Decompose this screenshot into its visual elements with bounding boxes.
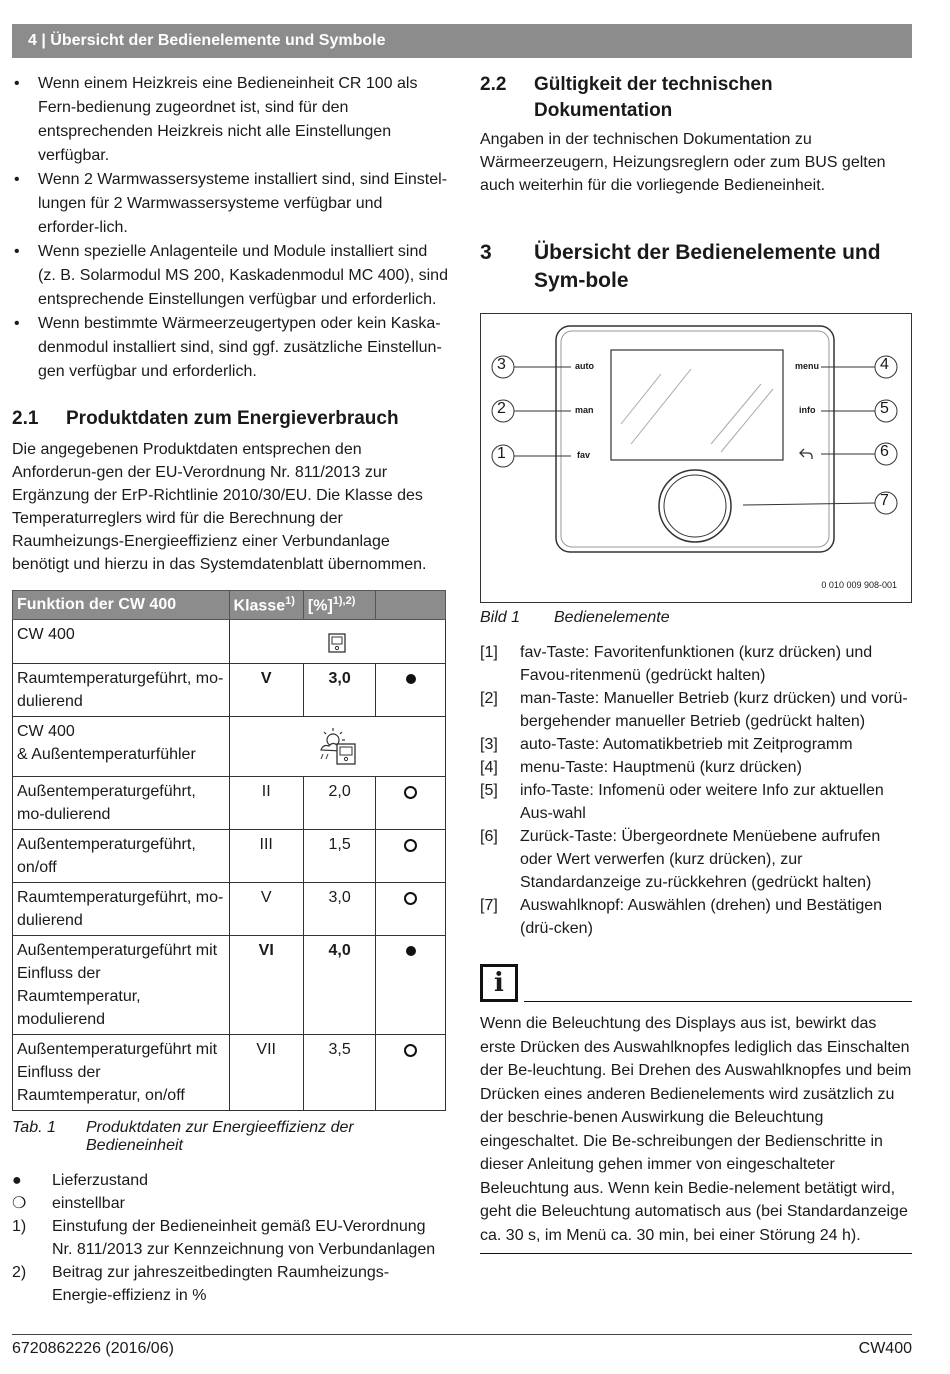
open-circle-icon bbox=[404, 786, 417, 799]
section-heading-3 bbox=[480, 239, 912, 295]
callout-5: 5 bbox=[880, 400, 889, 417]
page-header: 4 | Übersicht der Bedienelemente und Symbole bbox=[12, 24, 912, 58]
caption-text: Bedienelemente bbox=[554, 609, 670, 626]
paragraph: Die angegebenen Produktdaten entsprechen den Anforderun-gen der EU-Verordnung Nr. 811/2013 zur Ergänzung der ErP-Richtlinie 2010/30/EU. Die Klasse des Temperaturreglers wird für die Berechnung der Raumheizungs-Energieeffizienz einer Verbundanlage benötigt und hierzu in das Systemdatenblatt übernommen. bbox=[12, 441, 427, 573]
footer-doc-number: 6720862226 (2016/06) bbox=[12, 1340, 174, 1357]
table-row bbox=[13, 777, 446, 830]
cell-state bbox=[376, 777, 446, 830]
legend-item: 2) Beitrag zur jahreszeitbedingten Raumheizungs-Energie-effizienz in % bbox=[12, 1264, 390, 1304]
energy-table bbox=[12, 590, 446, 1111]
open-circle-icon bbox=[404, 839, 417, 852]
list-item: • Wenn spezielle Anlagenteile und Module installiert sind (z. B. Solarmodul MS 200, Kaskadenmodul MC 400), sind entsprechende Einstellungen verfügbar und erforderlich. bbox=[12, 240, 448, 312]
cell-state bbox=[376, 883, 446, 936]
menu-button[interactable]: menu bbox=[795, 361, 820, 371]
cell-percent: 3,5 bbox=[303, 1035, 376, 1111]
section-title: Produktdaten zum Energieverbrauch bbox=[66, 408, 399, 429]
figure-caption bbox=[480, 609, 912, 627]
cell-percent: 4,0 bbox=[303, 936, 376, 1035]
callout-1: 1 bbox=[497, 445, 506, 462]
auto-button[interactable]: auto bbox=[575, 361, 594, 371]
table-caption bbox=[12, 1119, 448, 1155]
group-label: CW 400 bbox=[13, 620, 230, 664]
footer-divider bbox=[12, 1334, 912, 1335]
list-item: [7] Auswahlknopf: Auswählen (drehen) und Bestätigen (drü-cken) bbox=[480, 897, 883, 937]
cell-function: Außentemperaturgeführt, on/off bbox=[13, 830, 230, 883]
cell-state bbox=[376, 1035, 446, 1111]
table-row bbox=[13, 664, 446, 717]
list-item: [6] Zurück-Taste: Übergeordnete Menüebene aufrufen oder Wert verwerfen (kurz drücken), zur Standardanzeige zu-rückkehren (gedrückt halten) bbox=[480, 828, 881, 891]
fav-button[interactable]: fav bbox=[577, 450, 591, 460]
callout-2: 2 bbox=[497, 400, 506, 417]
cell-function: Außentemperaturgeführt mit Einfluss der Raumtemperatur, modulierend bbox=[13, 936, 230, 1035]
section-title: Gültigkeit der technischen Dokumentation bbox=[534, 74, 773, 121]
cell-class: II bbox=[229, 777, 303, 830]
table-row bbox=[13, 1035, 446, 1111]
cell-function: Raumtemperaturgeführt, mo-dulierend bbox=[13, 883, 230, 936]
cell-percent: 2,0 bbox=[303, 777, 376, 830]
section-heading-2-2 bbox=[480, 72, 912, 124]
cell-function: Außentemperaturgeführt, mo-dulierend bbox=[13, 777, 230, 830]
caption-label: Tab. 1 bbox=[12, 1119, 56, 1136]
filled-circle-icon bbox=[406, 946, 416, 956]
thermostat-icon bbox=[229, 620, 445, 664]
table-row bbox=[13, 936, 446, 1035]
callout-3: 3 bbox=[497, 356, 506, 373]
paragraph: Angaben in der technischen Dokumentation zu Wärmeerzeugern, Heizungsreglern oder zum BUS gelten auch weiterhin für die vorliegende Bedieneinheit. bbox=[480, 131, 886, 194]
col-function: Funktion der CW 400 bbox=[13, 591, 230, 620]
cell-class: VI bbox=[229, 936, 303, 1035]
info-note-header bbox=[480, 960, 912, 1002]
divider bbox=[480, 1253, 912, 1254]
table-group-row bbox=[13, 717, 446, 777]
group-label: CW 400 & Außentemperaturfühler bbox=[13, 717, 230, 777]
cell-class: III bbox=[229, 830, 303, 883]
callout-4: 4 bbox=[880, 356, 889, 373]
list-item: [5] info-Taste: Infomenü oder weitere Info zur aktuellen Aus-wahl bbox=[480, 782, 884, 822]
open-circle-icon bbox=[404, 1044, 417, 1057]
bullet-list bbox=[12, 72, 448, 384]
cell-function: Außentemperaturgeführt mit Einfluss der Raumtemperatur, on/off bbox=[13, 1035, 230, 1111]
thermostat-sensor-icon bbox=[229, 717, 445, 777]
controls-figure bbox=[480, 313, 912, 603]
cell-class: V bbox=[229, 883, 303, 936]
cell-function: Raumtemperaturgeführt, mo-dulierend bbox=[13, 664, 230, 717]
man-button[interactable]: man bbox=[575, 405, 594, 415]
section-number: 2.2 bbox=[480, 74, 507, 95]
cell-percent: 1,5 bbox=[303, 830, 376, 883]
cell-state bbox=[376, 936, 446, 1035]
col-state bbox=[376, 591, 446, 620]
callout-6: 6 bbox=[880, 443, 889, 460]
legend-item: 1) Einstufung der Bedieneinheit gemäß EU-Verordnung Nr. 811/2013 zur Kennzeichnung von Verbundanlagen bbox=[12, 1218, 436, 1258]
list-item: • Wenn einem Heizkreis eine Bedieneinheit CR 100 als Fern-bedienung zugeordnet ist, sind für den entsprechenden Heizkreis nicht alle Einstellungen verfügbar. bbox=[12, 72, 448, 168]
col-class: Klasse$^{1)}$ bbox=[229, 591, 303, 620]
legend bbox=[12, 1169, 448, 1307]
left-column bbox=[12, 72, 448, 1307]
section-number: 2.1 bbox=[12, 408, 39, 429]
cell-state bbox=[376, 830, 446, 883]
list-item: [4] menu-Taste: Hauptmenü (kurz drücken) bbox=[480, 759, 802, 776]
divider bbox=[524, 1000, 912, 1002]
list-item: [2] man-Taste: Manueller Betrieb (kurz drücken) und vorü-bergehender manueller Betrieb (gedrückt halten) bbox=[480, 690, 908, 730]
section-number: 3 bbox=[480, 241, 492, 264]
open-circle-icon bbox=[404, 892, 417, 905]
filled-circle-icon bbox=[406, 674, 416, 684]
list-item: • Wenn bestimmte Wärmeerzeugertypen oder kein Kaska-denmodul installiert sind, sind ggf. zusätzliche Einstellun-gen verfügbar und erforderlich. bbox=[12, 312, 448, 384]
cell-class: V bbox=[229, 664, 303, 717]
reference-list bbox=[480, 641, 912, 940]
section-title: Übersicht der Bedienelemente und Sym-bole bbox=[534, 241, 881, 292]
cell-percent: 3,0 bbox=[303, 664, 376, 717]
info-icon: i bbox=[480, 964, 518, 1002]
legend-item: ❍ einstellbar bbox=[12, 1195, 125, 1212]
table-row bbox=[13, 830, 446, 883]
cell-state bbox=[376, 664, 446, 717]
figure-code: 0 010 009 908-001 bbox=[821, 580, 897, 590]
legend-item: ● Lieferzustand bbox=[12, 1172, 149, 1189]
caption-text: Produktdaten zur Energieeffizienz der Bedieneinheit bbox=[86, 1119, 354, 1154]
table-row bbox=[13, 883, 446, 936]
info-note-text: Wenn die Beleuchtung des Displays aus ist, bewirkt das erste Drücken des Auswahlknopfes lediglich das Einschalten der Be-leuchtung. Bei Drehen des Auswahlknopfes und beim Drücken eines anderen Bedienelements wird zusätzlich zu der beschrie-benen Auswirkung die Beleuchtung eingeschaltet. Die Be-schreibungen der Bedienschritte in dieser Anleitung gehen immer von eingeschalteter Beleuchtung aus. Wenn kein Bedie-nelement betätigt wird, geht die Beleuchtung automatisch aus (bei Standardanzeige ca. 30 s, im Menü ca. 30 min, bei einer Störung 24 h). bbox=[480, 1015, 912, 1244]
info-button[interactable]: info bbox=[799, 405, 816, 415]
list-item: • Wenn 2 Warmwassersysteme installiert sind, sind Einstel-lungen für 2 Warmwassersysteme verfügbar und erforder-lich. bbox=[12, 168, 448, 240]
table-header-row bbox=[13, 591, 446, 620]
section-heading-2-1 bbox=[12, 406, 448, 432]
list-item: [3] auto-Taste: Automatikbetrieb mit Zeitprogramm bbox=[480, 736, 853, 753]
list-item: [1] fav-Taste: Favoritenfunktionen (kurz drücken) und Favou-ritenmenü (gedrückt halten) bbox=[480, 644, 873, 684]
caption-label: Bild 1 bbox=[480, 609, 521, 626]
callout-7: 7 bbox=[880, 492, 889, 509]
cell-percent: 3,0 bbox=[303, 883, 376, 936]
right-column bbox=[480, 72, 912, 1254]
footer-product: CW400 bbox=[858, 1340, 912, 1357]
col-percent: [%]$^{1),2)}$ bbox=[303, 591, 376, 620]
table-group-row bbox=[13, 620, 446, 664]
cell-class: VII bbox=[229, 1035, 303, 1111]
